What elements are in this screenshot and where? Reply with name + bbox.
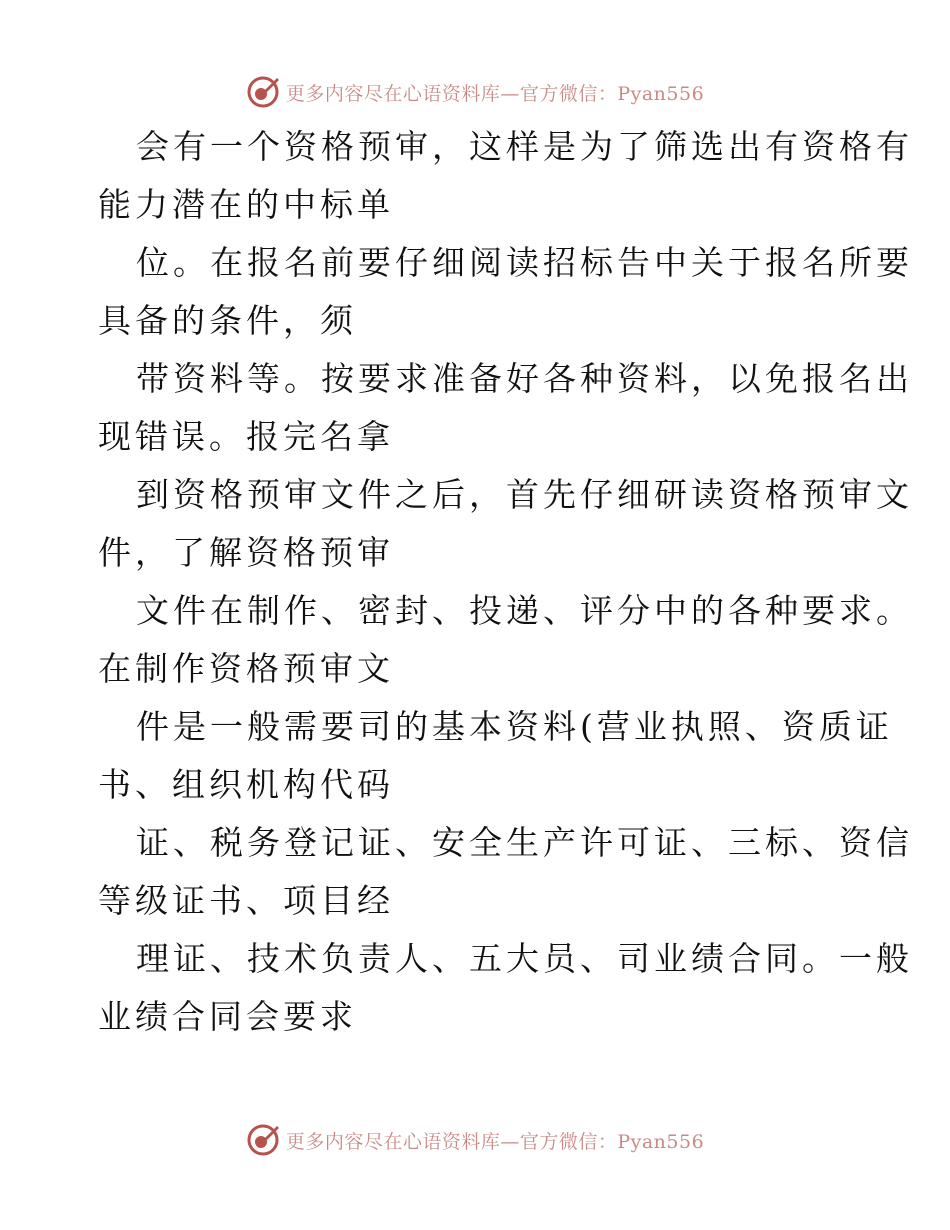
paragraph-line: 现错误。报完名拿 xyxy=(98,417,394,456)
paragraph-line: 证、税务登记证、安全生产许可证、三标、资信 xyxy=(136,823,913,862)
pen-logo-icon xyxy=(246,1123,280,1157)
paragraph-line: 会有一个资格预审，这样是为了筛选出有资格有 xyxy=(136,127,913,166)
paragraph-line: 到资格预审文件之后，首先仔细研读资格预审文 xyxy=(136,475,913,514)
header-banner-text: 更多内容尽在心语资料库—官方微信：Pyan556 xyxy=(285,82,705,105)
paragraph-line: 能力潜在的中标单 xyxy=(98,185,394,224)
paragraph-line: 具备的条件，须 xyxy=(98,301,357,340)
paragraph-line: 书、组织机构代码 xyxy=(98,765,394,804)
paragraph xyxy=(98,582,913,698)
paragraph-line: 理证、技术负责人、五大员、司业绩合同。一般 xyxy=(136,939,913,978)
paragraph-line: 带资料等。按要求准备好各种资料，以免报名出 xyxy=(136,359,913,398)
paragraph xyxy=(98,466,913,582)
paragraph xyxy=(98,234,913,350)
paragraph xyxy=(98,350,913,466)
paragraph-line: 文件在制作、密封、投递、评分中的各种要求。 xyxy=(136,591,913,630)
paragraph-line: 位。在报名前要仔细阅读招标告中关于报名所要 xyxy=(136,243,913,282)
paragraph-line: 件，了解资格预审 xyxy=(98,533,394,572)
footer-banner-text: 更多内容尽在心语资料库—官方微信：Pyan556 xyxy=(285,1130,705,1153)
footer-banner xyxy=(0,1120,950,1160)
paragraph-line: 件是一般需要司的基本资料(营业执照、资质证 xyxy=(136,707,893,746)
paragraph xyxy=(98,930,913,1046)
header-banner xyxy=(0,72,950,112)
paragraph xyxy=(98,814,913,930)
paragraph xyxy=(98,698,893,814)
pen-logo-icon xyxy=(246,75,280,109)
paragraph-line: 等级证书、项目经 xyxy=(98,881,394,920)
document-body xyxy=(98,118,913,1046)
paragraph-line: 业绩合同会要求 xyxy=(98,997,357,1036)
paragraph xyxy=(98,118,913,234)
paragraph-line: 在制作资格预审文 xyxy=(98,649,394,688)
